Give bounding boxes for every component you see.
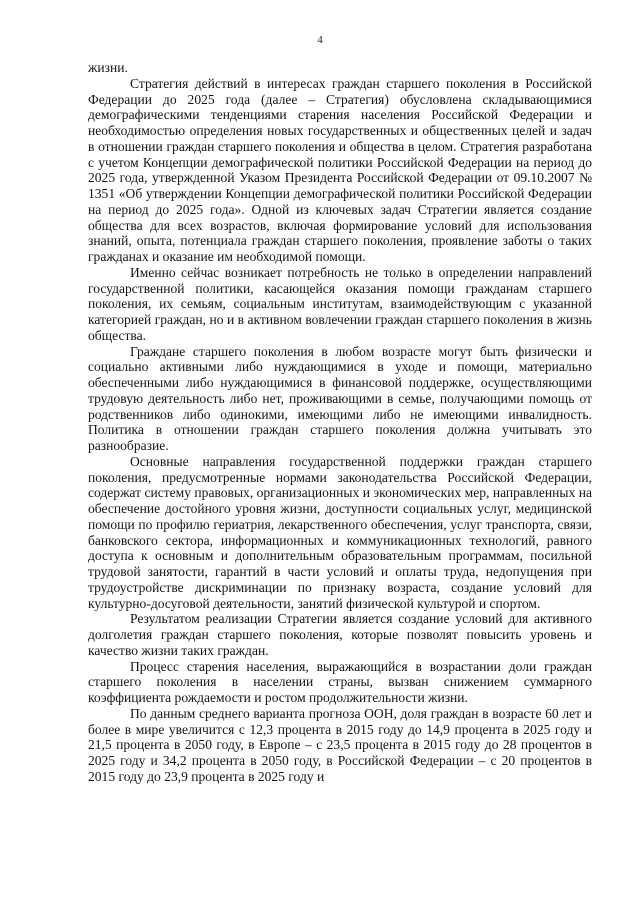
page-number: 4	[317, 34, 323, 46]
paragraph: Граждане старшего поколения в любом возрасте могут быть физически и социально активными либо нуждающимися в уходе и помощи, материально обеспеченными либо нуждающимися в финансовой поддержке, осуществляющими трудовую деятельность либо нет, проживающими в семье, получающими помощь от родственников либо одинокими, имеющими либо не имеющими инвалидность. Политика в отношении граждан старшего поколения должна учитывать это разнообразие.	[88, 343, 592, 453]
paragraph: Процесс старения населения, выражающийся в возрастании доли граждан старшего поколения в населении страны, вызван снижением суммарного коэффициента рождаемости и ростом продолжительности жизни.	[88, 658, 592, 705]
paragraph: Стратегия действий в интересах граждан старшего поколения в Российской Федерации до 2025 года (далее – Стратегия) обусловлена складывающимися демографическими тенденциями старения населения Российской Федерации и необходимостью определения новых государственных и общественных целей и задач в отношении граждан старшего поколения и общества в целом. Стратегия разработана с учетом Концепции демографической политики Российской Федерации на период до 2025 года, утвержденной Указом Президента Российской Федерации от 09.10.2007 № 1351 «Об утверждении Концепции демографической политики Российской Федерации на период до 2025 года». Одной из ключевых задач Стратегии является создание общества для всех возрастов, включая формирование условий для использования знаний, опыта, потенциала граждан старшего поколения, проявление заботы о таких гражданах и оказание им необходимой помощи.	[88, 75, 592, 264]
paragraph-continuation: жизни.	[88, 60, 128, 75]
paragraph: Результатом реализации Стратегии является создание условий для активного долголетия граждан старшего поколения, которые позволят повысить уровень и качество жизни таких граждан.	[88, 611, 592, 658]
paragraph: Именно сейчас возникает потребность не только в определении направлений государственной политики, касающейся оказания помощи гражданам старшего поколения, их семьям, социальным институтам, взаимодействующим с указанной категорией граждан, но и в активном вовлечении граждан старшего поколения в жизнь общества.	[88, 264, 592, 343]
document-body	[88, 60, 592, 785]
paragraph: Основные направления государственной поддержки граждан старшего поколения, предусмотренные нормами законодательства Российской Федерации, содержат систему правовых, организационных и экономических мер, направленных на обеспечение достойного уровня жизни, доступности социальных услуг, медицинской помощи по профилю гериатрия, лекарственного обеспечения, услуг транспорта, связи, банковского сектора, информационных и коммуникационных технологий, равного доступа к основным и дополнительным образовательным программам, посильной трудовой занятости, гарантий в части условий и оплаты труда, недопущения при трудоустройстве дискриминации по признаку возраста, создание условий для культурно-досуговой деятельности, занятий физической культурой и спортом.	[88, 453, 592, 611]
paragraph: По данным среднего варианта прогноза ООН, доля граждан в возрасте 60 лет и более в мире увеличится с 12,3 процента в 2015 году до 14,9 процента в 2025 году и 21,5 процента в 2050 году, в Европе – с 23,5 процента в 2015 году до 28 процентов в 2025 году и 34,2 процента в 2050 году, в Российской Федерации – с 20 процентов в 2015 году до 23,9 процента в 2025 году и	[88, 705, 592, 784]
